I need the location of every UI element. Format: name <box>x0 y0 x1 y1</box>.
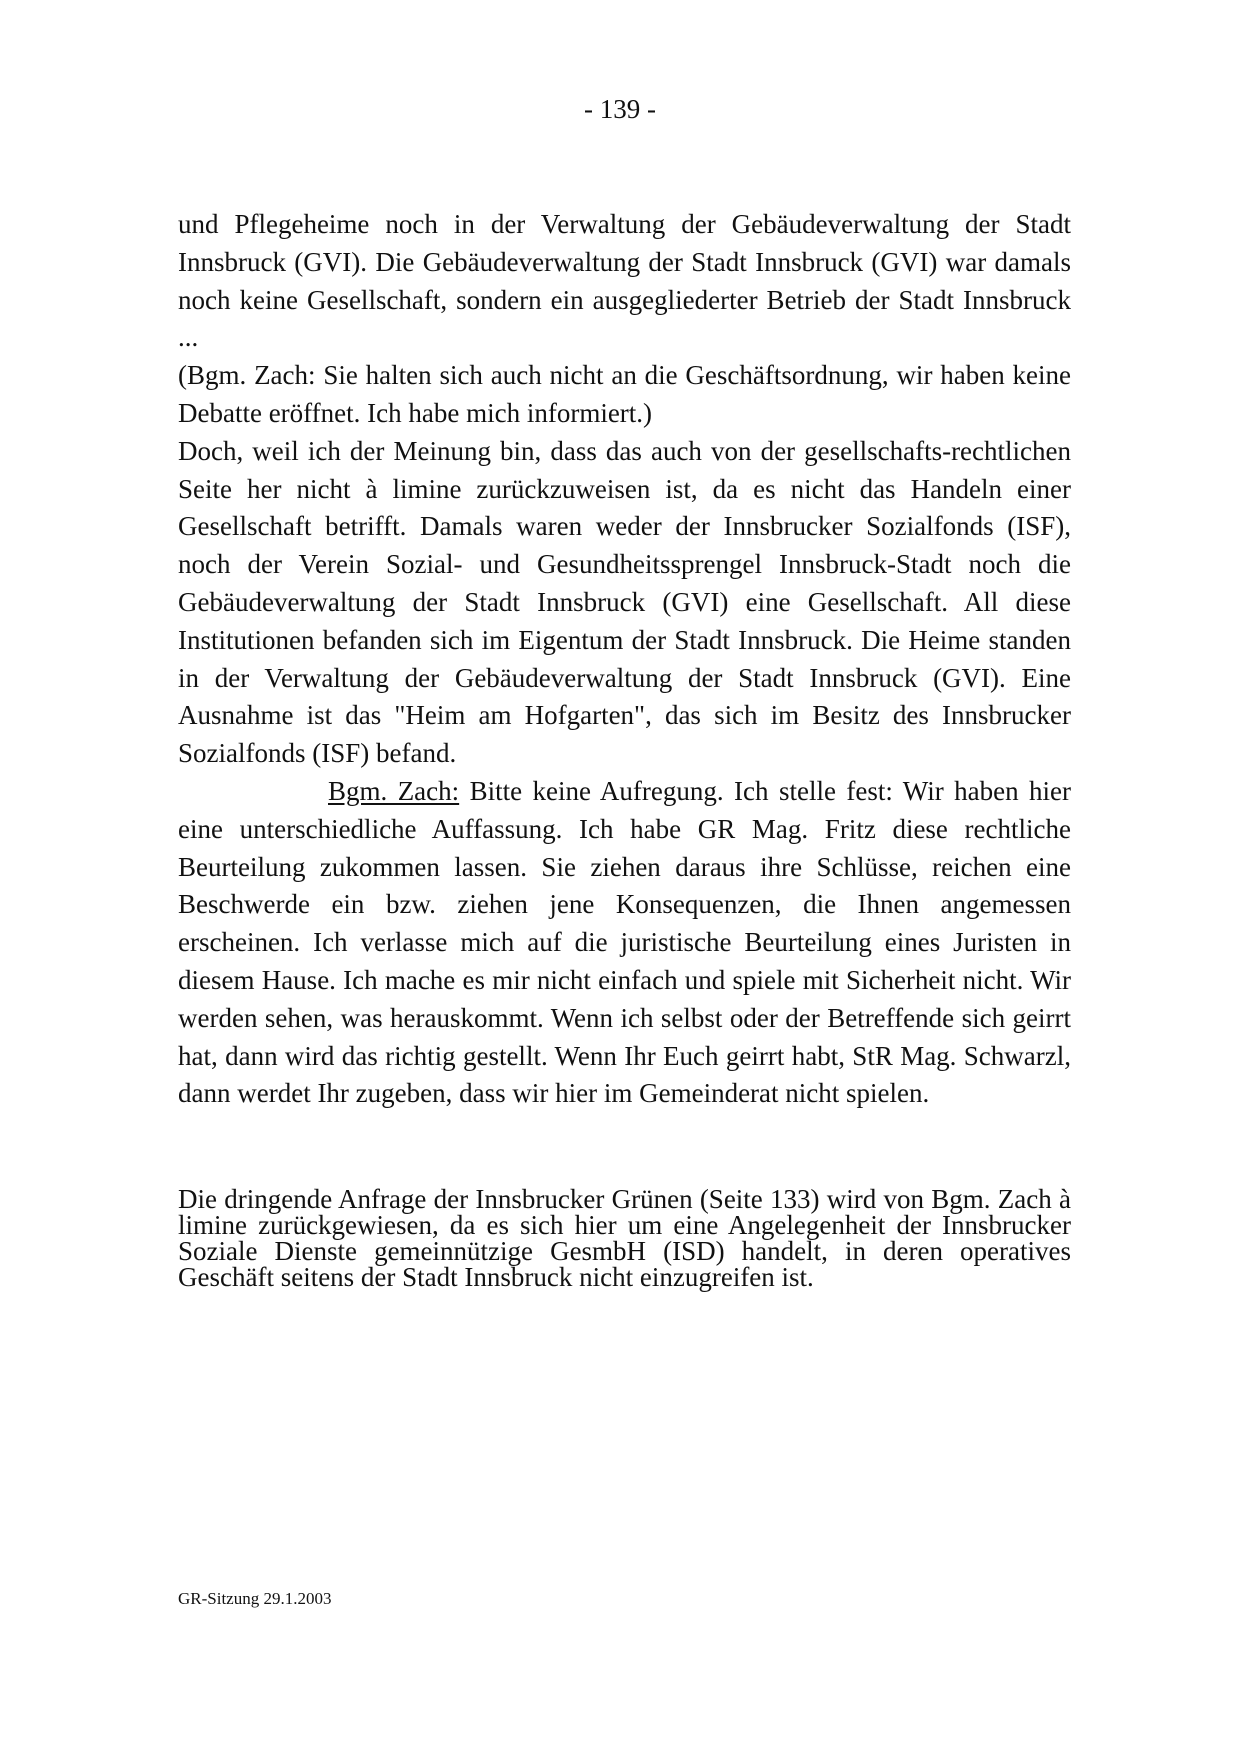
speech-text: Bitte keine Aufregung. Ich stelle fest: Wir haben hier eine unterschiedliche Auffassung. Ich habe GR Mag. Fritz diese rechtliche Beurteilung zukommen lassen. Sie ziehen daraus ihre Schlüsse, reichen eine Beschwerde ein bzw. ziehen jene Konsequenzen, die Ihnen angemessen erscheinen. Ich verlasse mich auf die juristische Beurteilung eines Juristen in diesem Hause. Ich mache es mir nicht einfach und spiele mit Sicherheit nicht. Wir werden sehen, was herauskommt. Wenn ich selbst oder der Betreffende sich geirrt hat, dann wird das richtig gestellt. Wenn Ihr Euch geirrt habt, StR Mag. Schwarzl, dann werdet Ihr zugeben, dass wir hier im Gemeinderat nicht spielen. <box>178 775 1071 1109</box>
page-number: - 139 - <box>584 94 656 124</box>
footer-session: GR-Sitzung 29.1.2003 <box>178 1589 332 1608</box>
summary-paragraph: Die dringende Anfrage der Innsbrucker Grünen (Seite 133) wird von Bgm. Zach à limine zurückgewiesen, da es sich hier um eine Angelegenheit der Innsbrucker Soziale Dienste gemeinnützige GesmbH (ISD) handelt, in deren operatives Geschäft seitens der Stadt Innsbruck nicht einzugreifen ist. <box>178 1184 1071 1292</box>
paragraph-interjection: (Bgm. Zach: Sie halten sich auch nicht an die Geschäftsordnung, wir haben keine Debatte eröffnet. Ich habe mich informiert.) <box>178 360 1071 428</box>
transcript-body <box>178 206 1071 1113</box>
paragraph-reply: Doch, weil ich der Meinung bin, dass das auch von der gesellschafts-rechtlichen Seite her nicht à limine zurückzuweisen ist, da es nicht das Handeln einer Gesellschaft betrifft. Damals waren weder der Innsbrucker Sozialfonds (ISF), noch der Verein Sozial- und Gesundheitssprengel Innsbruck-Stadt noch die Gebäudeverwaltung der Stadt Innsbruck (GVI) eine Gesellschaft. All diese Institutionen befanden sich im Eigentum der Stadt Innsbruck. Die Heime standen in der Verwaltung der Gebäudeverwaltung der Stadt Innsbruck (GVI). Eine Ausnahme ist das "Heim am Hofgarten", das sich im Besitz des Innsbrucker Sozialfonds (ISF) befand. <box>178 435 1071 769</box>
paragraph-speech <box>178 773 1071 1113</box>
speaker-label: Bgm. Zach: <box>328 775 460 806</box>
paragraph-continuation: und Pflegeheime noch in der Verwaltung der Gebäudeverwaltung der Stadt Innsbruck (GVI). Die Gebäudeverwaltung der Stadt Innsbruck (GVI) war damals noch keine Gesellschaft, sondern ein ausgegliederter Betrieb der Stadt Innsbruck ... <box>178 209 1071 353</box>
